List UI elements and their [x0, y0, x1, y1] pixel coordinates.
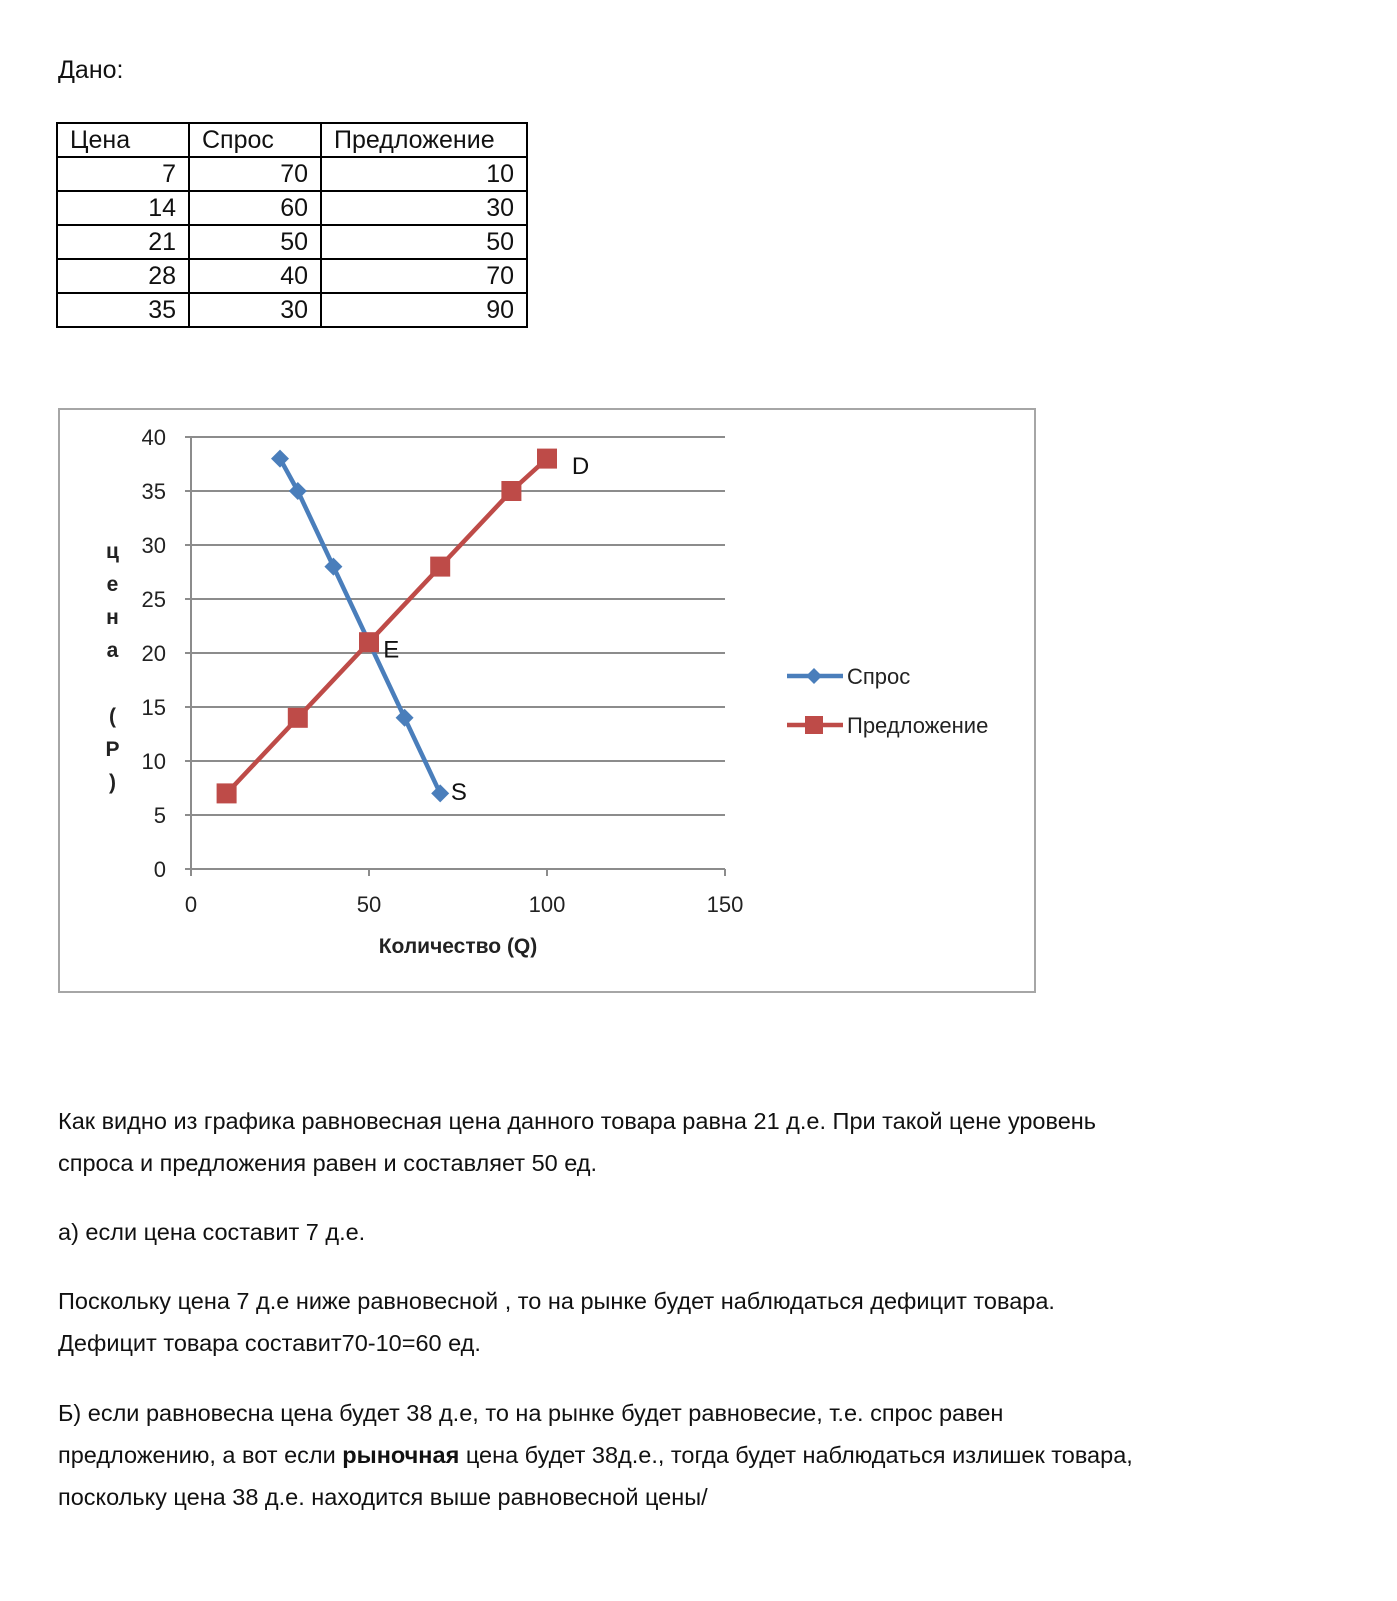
y-tick-label: 20 [141, 641, 166, 666]
text-span: цена будет 38д.е., тогда будет наблюдаться излишек товара, [459, 1442, 1133, 1468]
legend-marker-square [805, 716, 823, 734]
annotation-S: S [450, 779, 467, 807]
paragraph-line: поскольку цена 38 д.е. находится выше равновесной цены/ [58, 1484, 708, 1510]
paragraph-line: а) если цена составит 7 д.е. [58, 1219, 366, 1245]
cell: 10 [321, 157, 527, 191]
cell: 90 [321, 293, 527, 327]
cell: 30 [189, 293, 321, 327]
paragraph-line: Как видно из графика равновесная цена данного товара равна 21 д.е. При такой цене уровень [58, 1108, 1096, 1134]
data-point-diamond [396, 709, 414, 727]
y-tick-label: 35 [141, 479, 166, 504]
y-tick-label: 0 [153, 857, 166, 882]
cell: 40 [189, 259, 321, 293]
y-tick-label: 25 [141, 587, 166, 612]
y-tick-label: 5 [153, 803, 166, 828]
data-point-diamond [324, 558, 342, 576]
cell: 7 [57, 157, 189, 191]
data-point-square [501, 481, 521, 501]
x-axis-label: Количество (Q) [378, 935, 538, 958]
header-price: Цена [57, 123, 189, 157]
cell: 30 [321, 191, 527, 225]
paragraph-line [58, 1434, 1133, 1476]
cell: 50 [321, 225, 527, 259]
y-axis-label: цена (P) [101, 540, 124, 804]
header-supply: Предложение [321, 123, 527, 157]
cell: 14 [57, 191, 189, 225]
legend-label: Спрос [847, 664, 911, 689]
paragraph-line: Б) если равновесна цена будет 38 д.е, то на рынке будет равновесие, т.е. спрос равен [58, 1400, 1004, 1426]
data-point-diamond [431, 784, 449, 802]
data-point-square [288, 708, 308, 728]
x-tick-label: 0 [184, 892, 198, 917]
y-tick-label: 30 [141, 533, 166, 558]
x-tick-label: 50 [356, 892, 382, 917]
legend-marker-diamond [806, 668, 822, 684]
bold-text: рыночная [342, 1442, 460, 1468]
series-line-demand [280, 459, 440, 794]
data-point-square [359, 632, 379, 652]
x-tick-label: 100 [528, 892, 566, 917]
data-point-square [217, 783, 237, 803]
cell: 28 [57, 259, 189, 293]
data-point-diamond [289, 482, 307, 500]
cell: 60 [189, 191, 321, 225]
data-point-diamond [271, 450, 289, 468]
legend-label: Предложение [847, 713, 989, 738]
paragraph-line: Поскольку цена 7 д.е ниже равновесной , то на рынке будет наблюдаться дефицит товара. [58, 1288, 1055, 1314]
y-tick-label: 40 [141, 425, 166, 450]
data-point-square [537, 449, 557, 469]
annotation-E: E [383, 636, 400, 664]
y-tick-label: 10 [141, 749, 166, 774]
series-line-supply [227, 459, 547, 794]
cell: 35 [57, 293, 189, 327]
y-tick-label: 15 [141, 695, 166, 720]
header-demand: Спрос [189, 123, 321, 157]
data-point-square [430, 557, 450, 577]
cell: 50 [189, 225, 321, 259]
paragraph-line: Дефицит товара составит70-10=60 ед. [58, 1330, 481, 1356]
paragraph-line: спроса и предложения равен и составляет 50 ед. [58, 1150, 598, 1176]
x-tick-label: 150 [706, 892, 744, 917]
cell: 21 [57, 225, 189, 259]
cell: 70 [189, 157, 321, 191]
annotation-D: D [571, 453, 590, 480]
cell: 70 [321, 259, 527, 293]
given-label: Дано: [58, 56, 124, 84]
text-span: предложению, а вот если [58, 1442, 343, 1468]
